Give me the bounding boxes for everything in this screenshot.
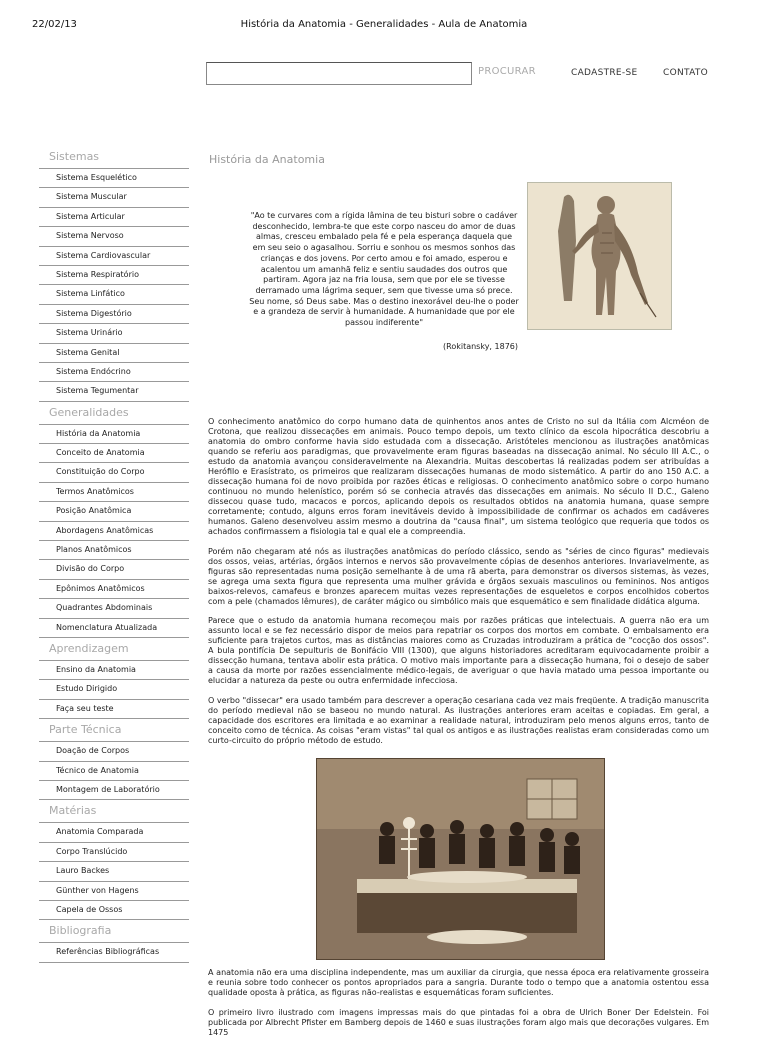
- anatomical-figure-image: [527, 182, 672, 330]
- sidebar-item[interactable]: Nomenclatura Atualizada: [39, 619, 189, 638]
- article-paragraph: Porém não chegaram até nós as ilustrações anatômicas do período clássico, sendo as "séries de cinco figuras" medievais dos ossos, veias, artérias, órgãos internos e nervos são provavelmente cópias de desenhos anteriores. Invariavelmente, as figuras são representadas numa posição semelhante à de uma rã aberta, para demonstrar os diversos sistemas, às vezes, se agrega uma sexta figura que representa uma mulher grávida e órgãos sexuais masculinos ou femininos. Nos antigos baixos-relevos, camafeus e bronzes aparecem muitas vezes representações de esqueletos e corpos encolhidos cobertos com a pele (chamados lêmures), de caráter mágico ou simbólico mais que esquemático e sem finalidade didática alguma.: [208, 546, 709, 606]
- article-paragraph: O primeiro livro ilustrado com imagens impressas mais do que pintadas foi a obra de Ulrich Boner Der Edelstein. Foi publicada por Albrecht Pfister em Bamberg depois de 1460 e suas ilustrações foram algo mais que decorações vulgares. Em 1475: [208, 1007, 709, 1037]
- contact-link[interactable]: CONTATO: [663, 68, 709, 78]
- sidebar-item[interactable]: Ensino da Anatomia: [39, 661, 189, 680]
- sidebar-item[interactable]: Sistema Esquelético: [39, 169, 189, 188]
- page-title: História da Anatomia: [209, 153, 325, 166]
- sidebar-item[interactable]: Sistema Articular: [39, 208, 189, 227]
- sidebar-section-title: Bibliografia: [39, 920, 189, 943]
- sidebar-item[interactable]: Faça seu teste: [39, 700, 189, 719]
- sidebar-item[interactable]: Günther von Hagens: [39, 882, 189, 901]
- sidebar-item[interactable]: Conceito de Anatomia: [39, 444, 189, 463]
- sidebar-item[interactable]: Doação de Corpos: [39, 742, 189, 761]
- article-paragraph: Parece que o estudo da anatomia humana recomeçou mais por razões práticas que intelectuais. A guerra não era um assunto local e se fez necessário dispor de meios para repatriar os corpos dos mortos em combate. O embalsamento era suficiente para trajetos curtos, mas as distâncias maiores como as Cruzadas introduziram a prática de "cocção dos ossos". A bula pontifícia De sepulturis de Bonifácio VIII (1300), que alguns historiadores acreditaram equivocadamente proibir a dissecção humana, tentava abolir esta prática. O motivo mais importante para a dissecação humana, foi o desejo de saber a causa da morte por razões essencialmente médico-legais, de averiguar o que havia matado uma pessoa importante ou elucidar a natureza da peste ou outra enfermidade infecciosa.: [208, 616, 709, 685]
- sidebar-item[interactable]: Sistema Linfático: [39, 285, 189, 304]
- print-title: História da Anatomia - Generalidades - Aula de Anatomia: [240, 19, 528, 30]
- search-button[interactable]: PROCURAR: [478, 66, 536, 77]
- sidebar-item[interactable]: Sistema Muscular: [39, 188, 189, 207]
- quote-text: "Ao te curvares com a rígida lâmina de teu bisturi sobre o cadáver desconhecido, lembra-te que este corpo nasceu do amor de duas almas, cresceu embalado pela fé e pela esperança daquela que em seu seio o agasalhou. Sorriu e sonhou os mesmos sonhos das crianças e dos jovens. Por certo amou e foi amado, esperou e acalentou um amanhã feliz e sentiu saudades dos outros que partiram. Agora jaz na fria lousa, sem que por ele se tivesse derramado uma lágrima sequer, sem que tivesse uma só prece. Seu nome, só Deus sabe. Mas o destino inexorável deu-lhe o poder e a grandeza de servir à humanidade. A humanidade que por ele passou indiferente": [249, 211, 519, 328]
- sidebar-item[interactable]: Sistema Tegumentar: [39, 382, 189, 401]
- quote-source: (Rokitansky, 1876): [443, 342, 518, 351]
- search-input[interactable]: [206, 62, 472, 85]
- article-paragraph: A anatomia não era uma disciplina independente, mas um auxiliar da cirurgia, que nessa época era relativamente grosseira e reunia sobre todo conhecer os pontos apropriados para a sangria. Durante todo o tempo que a anatomia ostentou essa qualidade oposta à prática, as figuras não-realistas e esquemáticas foram suficientes.: [208, 968, 709, 997]
- sidebar-item[interactable]: História da Anatomia: [39, 425, 189, 444]
- sidebar-item[interactable]: Anatomia Comparada: [39, 823, 189, 842]
- sidebar-item[interactable]: Sistema Genital: [39, 344, 189, 363]
- sidebar-section-title: Matérias: [39, 800, 189, 823]
- sidebar-section-title: Aprendizagem: [39, 638, 189, 661]
- sidebar-item[interactable]: Capela de Ossos: [39, 901, 189, 920]
- sidebar-item[interactable]: Sistema Urinário: [39, 324, 189, 343]
- sidebar-item[interactable]: Divisão do Corpo: [39, 560, 189, 579]
- sidebar-item[interactable]: Sistema Digestório: [39, 305, 189, 324]
- sidebar-item[interactable]: Planos Anatômicos: [39, 541, 189, 560]
- article-body-continued: [208, 968, 709, 1047]
- article-body: [208, 417, 709, 755]
- sidebar: [39, 146, 189, 963]
- sidebar-item[interactable]: Corpo Translúcido: [39, 843, 189, 862]
- sidebar-item[interactable]: Sistema Nervoso: [39, 227, 189, 246]
- sidebar-item[interactable]: Termos Anatômicos: [39, 483, 189, 502]
- sidebar-section-title: Parte Técnica: [39, 719, 189, 742]
- sidebar-section-title: Generalidades: [39, 402, 189, 425]
- sidebar-section-title: Sistemas: [39, 146, 189, 169]
- sidebar-item[interactable]: Sistema Respiratório: [39, 266, 189, 285]
- article-paragraph: O conhecimento anatômico do corpo humano data de quinhentos anos antes de Cristo no sul da Itália com Alcméon de Crotona, que realizou dissecações em animais. Pouco tempo depois, um texto clínico da escola hipocrática descobriu a anatomia do ombro conforme havia sido estudada com a dissecação. Aristóteles mencionou as ilustrações anatômicas quando se referiu aos paradigmas, que provavelmente eram figuras baseadas na dissecação animal. No século III A.C., o estudo da anatomia avançou consideravelmente na Alexandria. Muitas descobertas lá realizadas podem ser atribuídas a Herófilo e Erasístrato, os primeiros que realizaram dissecações humanas de modo sistemático. A partir do ano 150 A.C. a dissecação humana foi de novo proibida por razões éticas e religiosas. O conhecimento anatômico sobre o corpo humano continuou no mundo helenístico, porém só se conhecia através das dissecações em animais. No século II D.C., Galeno dissecou quase tudo, macacos e porcos, aplicando depois os resultados obtidos na anatomia humana, quase sempre corretamente; contudo, alguns erros foram inevitáveis devido à impossibilidade de confirmar os achados em cadáveres humanos. Galeno desenvolveu assim mesmo a doutrina da "causa final", um sistema teológico que requeria que todos os achados confirmassem a fisiologia tal e qual ele a compreendia.: [208, 417, 709, 536]
- print-date: 22/02/13: [32, 19, 77, 30]
- sidebar-item[interactable]: Posição Anatômica: [39, 502, 189, 521]
- sidebar-item[interactable]: Montagem de Laboratório: [39, 781, 189, 800]
- article-paragraph: O verbo "dissecar" era usado também para descrever a operação cesariana cada vez mais freqüente. A tradição manuscrita do período medieval não se baseou no mundo natural. As ilustrações anteriores eram aceitas e copiadas. Em geral, a capacidade dos escritores era limitada e ao examinar a realidade natural, introduziram pelo menos alguns erros, tanto de conceito como de técnica. As coisas "eram vistas" tal qual os antigos e as ilustrações realistas eram consideradas como um curto-circuito do próprio método de estudo.: [208, 695, 709, 745]
- historical-dissection-photo: [316, 758, 605, 960]
- sidebar-item[interactable]: Abordagens Anatômicas: [39, 522, 189, 541]
- register-link[interactable]: CADASTRE-SE: [571, 68, 638, 78]
- sidebar-item[interactable]: Sistema Cardiovascular: [39, 247, 189, 266]
- sidebar-item[interactable]: Quadrantes Abdominais: [39, 599, 189, 618]
- sidebar-item[interactable]: Constituição do Corpo: [39, 463, 189, 482]
- sidebar-item[interactable]: Estudo Dirigido: [39, 680, 189, 699]
- sidebar-item[interactable]: Lauro Backes: [39, 862, 189, 881]
- sidebar-item[interactable]: Epônimos Anatômicos: [39, 580, 189, 599]
- sidebar-item[interactable]: Sistema Endócrino: [39, 363, 189, 382]
- sidebar-item[interactable]: Técnico de Anatomia: [39, 762, 189, 781]
- sidebar-item[interactable]: Referências Bibliográficas: [39, 943, 189, 962]
